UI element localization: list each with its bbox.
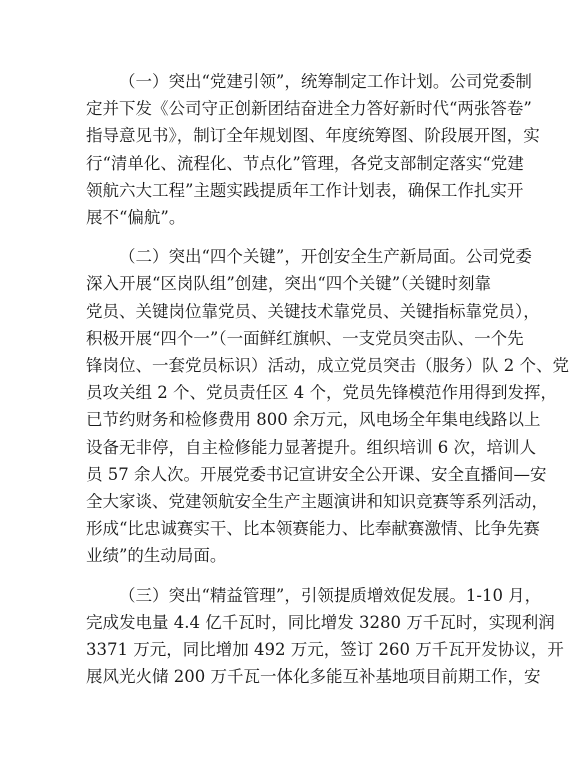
paragraph-four-keys	[86, 243, 569, 569]
text-line: 形成“比忠诚赛实干、比本领赛能力、比奉献赛激情、比争先赛	[86, 519, 540, 539]
text-line: 3371 万元，同比增加 492 万元，签订 260 万千瓦开发协议，开	[86, 640, 564, 660]
text-line: 领航六大工程”主题实践提质年工作计划表，确保工作扎实开	[86, 180, 524, 200]
text-line: 积极开展“四个一”（一面鲜红旗帜、一支党员突击队、一个先	[86, 328, 524, 348]
text-line: 完成发电量 4.4 亿千瓦时，同比增发 3280 万千瓦时，实现利润	[86, 612, 555, 632]
text-line: 指导意见书》，制订全年规划图、年度统筹图、阶段展开图，实	[86, 126, 540, 146]
text-line: 设备无非停，自主检修能力显著提升。组织培训 6 次，培训人	[86, 437, 536, 457]
document-body	[86, 68, 569, 702]
text-line: 员攻关组 2 个、党员责任区 4 个，党员先锋模范作用得到发挥，	[86, 383, 557, 403]
text-line: （二）突出“四个关键”，开创安全生产新局面。公司党委	[119, 247, 532, 267]
text-line: 行“清单化、流程化、节点化”管理，各党支部制定落实“党建	[86, 153, 524, 173]
text-line: （一）突出“党建引领”，统筹制定工作计划。公司党委制	[119, 72, 532, 91]
text-line: 业绩”的生动局面。	[86, 546, 227, 566]
paragraph-lean-management	[86, 582, 564, 691]
text-line: 全大家谈、党建领航安全生产主题演讲和知识竞赛等系列活动，	[86, 492, 548, 512]
paragraph-party-leadership	[86, 68, 540, 231]
text-line: 展风光火储 200 万千瓦一体化多能互补基地项目前期工作，安	[86, 667, 541, 687]
text-line: 展不“偏航”。	[86, 208, 186, 228]
text-line: 党员、关键岗位靠党员、关键技术靠党员、关键指标靠党员），	[86, 301, 540, 321]
text-line: 员 57 余人次。开展党委书记宣讲安全公开课、安全直播间—安	[86, 464, 547, 484]
text-line: （三）突出“精益管理”，引领提质增效促发展。1-10 月，	[119, 585, 542, 605]
text-line: 锋岗位、一套党员标识）活动，成立党员突击（服务）队 2 个、党	[86, 356, 569, 376]
text-line: 已节约财务和检修费用 800 余万元，风电场全年集电线路以上	[86, 410, 541, 430]
text-line: 定并下发《公司守正创新团结奋进全力答好新时代“两张答卷”	[86, 99, 532, 119]
text-line: 深入开展“区岗队组”创建，突出“四个关键”（关键时刻靠	[86, 274, 491, 294]
